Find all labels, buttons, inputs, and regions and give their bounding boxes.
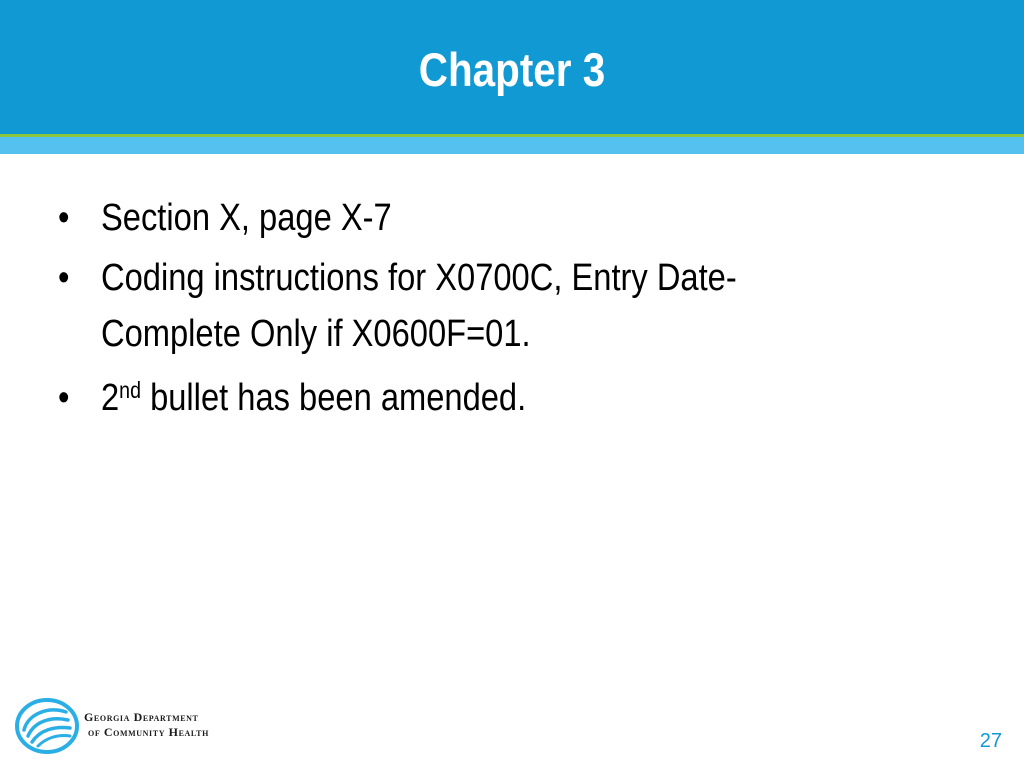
organization-name-line-1: Georgia Department [84,710,199,724]
slide-title: Chapter 3 [418,43,606,96]
page-number: 27 [979,730,1002,752]
bullet-item [58,188,798,248]
bullet-text-line-2: Complete Only if X0600F=01. [101,313,531,355]
bullet-list [58,188,798,428]
bullet-superscript: nd [119,377,141,404]
bullet-item [58,368,798,428]
organization-name [84,710,209,740]
bullet-text-suffix: bullet has been amended. [140,377,527,419]
bullet-marker: • [58,197,70,239]
bullet-marker: • [58,257,70,299]
bullet-text: Section X, page X-7 [101,197,392,239]
bullet-item [58,250,798,362]
bullet-text-prefix: 2 [101,377,120,419]
bullet-marker: • [58,377,70,419]
bullet-text-line-1: Coding instructions for X0700C, Entry Date- [101,257,737,299]
organization-name-line-2: of Community Health [88,725,209,739]
header-band [0,137,1024,154]
swirl-logo-icon [14,696,80,756]
